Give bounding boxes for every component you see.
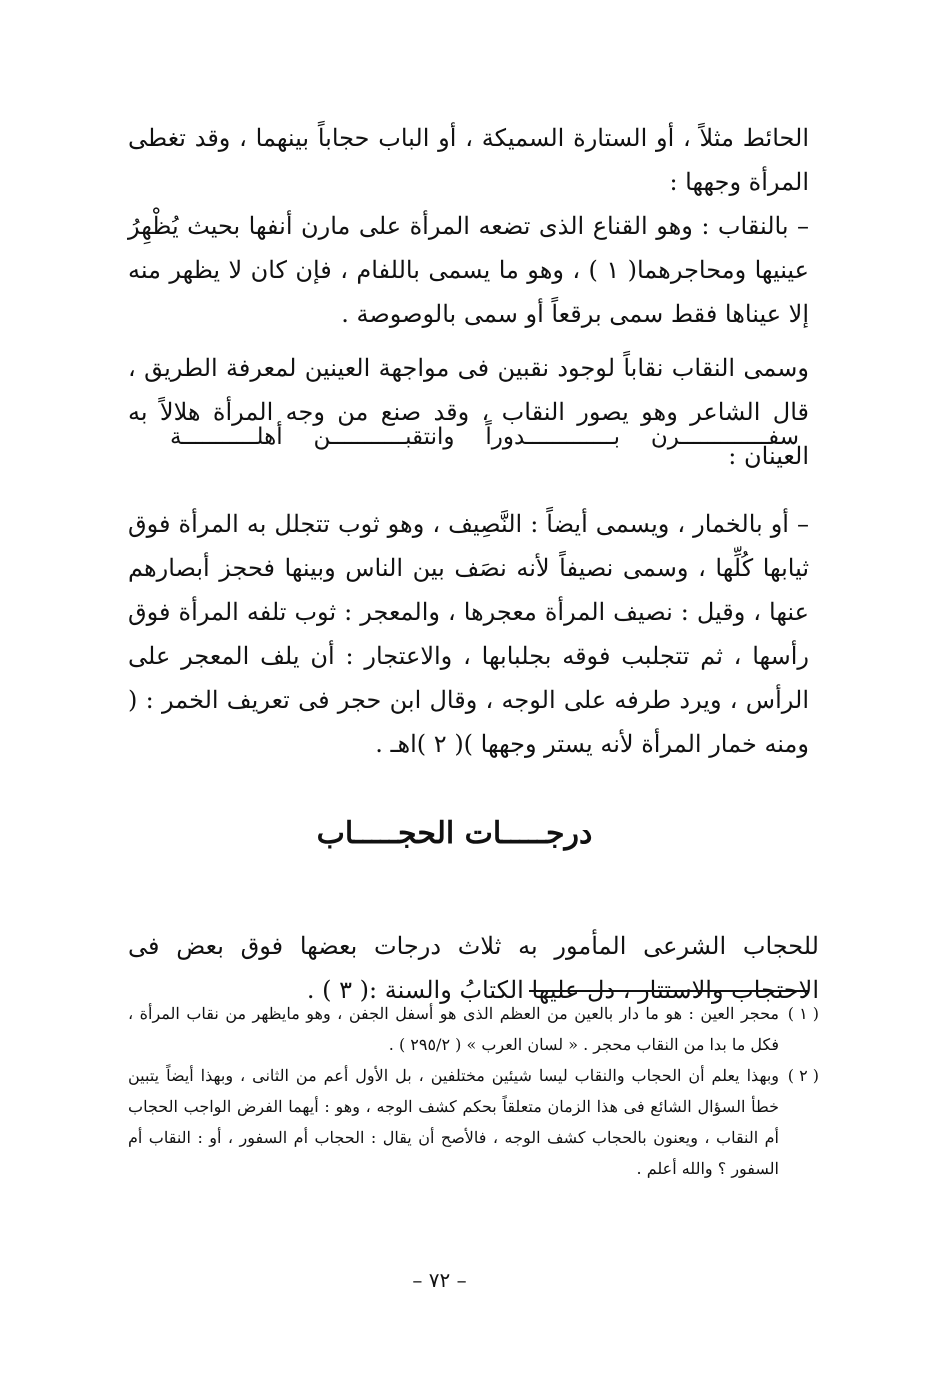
verse-word: أهلـــــــــــة <box>170 424 283 450</box>
verse-word: وانتقبـــــــــــن <box>313 424 455 450</box>
paragraph-hijab-degrees: للحجاب الشرعى المأمور به ثلاث درجات بعضها فوق بعض فى الاحتجاب والاستتار ، دل عليها الكتابُ والسنة :( ٣ ) . <box>128 932 819 1004</box>
paragraph-khimar: – أو بالخمار ، ويسمى أيضاً : النَّصِيف ، وهو ثوب تتجلل به المرأة فوق ثيابها كُلِّها ، وسمى نصيفاً لأنه نصَف بين الناس وبينها فحجز أبصارهم عنها ، وقيل : نصيف المرأة معجرها ، والمعجر : ثوب تلفه المرأة فوق رأسها ، ثم تتجلبب فوقه بجلبابها ، والاعتجار : أن يلف المعجر على الرأس ، ويرد طرفه على الوجه ، وقال ابن حجر فى تعريف الخمر : ( ومنه خمار المرأة لأنه يستر وجهها )( ٢ )اهـ . <box>128 510 810 758</box>
page-number: – ٧٢ – <box>412 1268 467 1292</box>
section-heading: درجـــــات الحجـــــاب <box>316 816 593 851</box>
footnotes <box>128 998 819 1184</box>
footnote-text: محجر العين : هو ما دار بالعين من العظم الذى هو أسفل الجفن ، وهو مايظهر من نقاب المرأة ، فكل ما بدا من النقاب محجر . « لسان العرب » ( ٢٩٥/٢ ) . <box>128 1004 779 1054</box>
verse-word: بـــــــــــــدوراً <box>485 424 621 450</box>
verse-word: سفـــــــــــــرن <box>650 424 799 450</box>
footnote-number: ( ٢ ) <box>787 1066 819 1085</box>
footnote-2 <box>128 1060 819 1184</box>
paragraph-niqab-definition: – بالنقاب : وهو القناع الذى تضعه المرأة على مارن أنفها بحيث يُظْهِرُ عينيها ومحاجرهما( ١ ) ، وهو ما يسمى باللفام ، فإن كان لا يظهر منه إلا عيناها فقط سمى برقعاً أو سمى بالوصوصة . <box>128 212 809 328</box>
poetry-verse <box>170 420 799 454</box>
paragraph-wall-curtain: الحائط مثلاً ، أو الستارة السميكة ، أو الباب حجاباً بينهما ، وقد تغطى المرأة وجهها : <box>128 124 809 196</box>
footnote-divider <box>529 990 809 992</box>
footnote-1 <box>128 998 819 1060</box>
paragraph-niqab-naming: وسمى النقاب نقاباً لوجود نقبين فى مواجهة العينين لمعرفة الطريق ، قال الشاعر وهو يصور النقاب ، وقد صنع من وجه المرأة هلالاً به العينان : <box>128 354 809 470</box>
footnote-number: ( ١ ) <box>787 1004 819 1023</box>
footnote-text: وبهذا يعلم أن الحجاب والنقاب ليسا شيئين مختلفين ، بل الأول أعم من الثانى ، وبهذا أيضاً يتبين خطأ السؤال الشائع فى هذا الزمان متعلقاً بحكم كشف الوجه ، وهو : أيهما الفرض الواجب الحجاب أم النقاب ، ويعنون بالحجاب كشف الوجه ، فالأصح أن يقال : الحجاب أم السفور ، أو : النقاب أم السفور ؟ والله أعلم . <box>128 1066 779 1178</box>
